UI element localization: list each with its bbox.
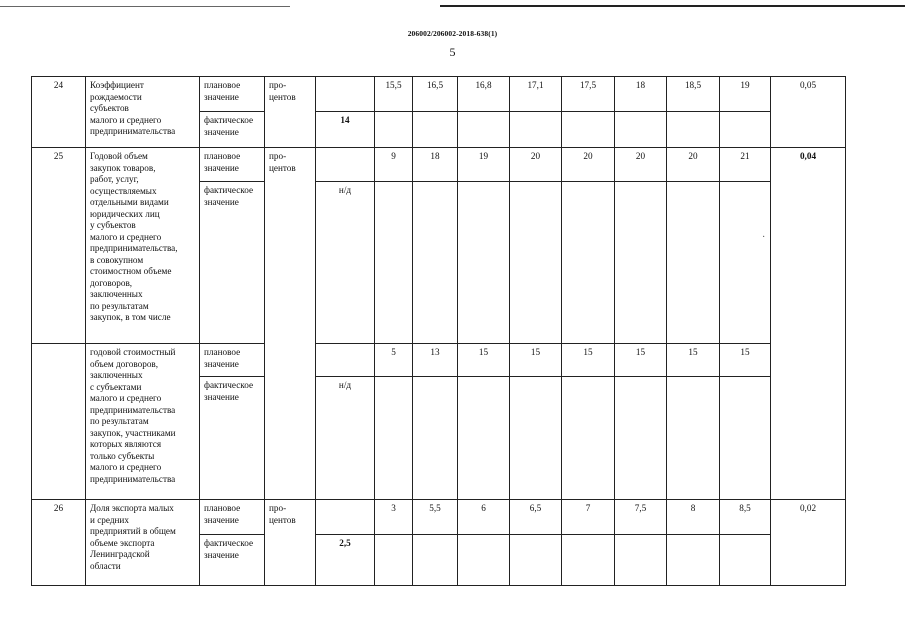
plan-value-6: 7,5 (615, 500, 667, 535)
plan-base (316, 344, 375, 377)
fact-cell (510, 535, 562, 586)
fact-cell (720, 377, 771, 500)
plan-base (316, 77, 375, 112)
plan-value-1: 15,5 (375, 77, 413, 112)
plan-value-4: 6,5 (510, 500, 562, 535)
plan-value-2: 5,5 (413, 500, 458, 535)
indicators-table (31, 76, 846, 586)
document-id: 206002/206002-2018-638(1) (407, 29, 498, 38)
fact-cell (413, 182, 458, 344)
plan-value-6: 15 (615, 344, 667, 377)
plan-value-7: 18,5 (667, 77, 720, 112)
fact-cell (458, 535, 510, 586)
fact-cell (458, 377, 510, 500)
fact-cell (510, 377, 562, 500)
indicator-name: Годовой объем закупок товаров, работ, услуг, осуществляемых отдельными видами юридических лиц у субъектов малого и среднего предпринимательства, в совокупном стоимостном объеме договоров, заключенных по результатам закупок, в том числе (86, 148, 200, 344)
plan-value-1: 3 (375, 500, 413, 535)
plan-value-5: 7 (562, 500, 615, 535)
fact-cell (615, 377, 667, 500)
plan-value-7: 15 (667, 344, 720, 377)
weight: 0,02 (771, 500, 846, 586)
plan-value-2: 18 (413, 148, 458, 182)
fact-label: фактическое значение (200, 182, 265, 344)
plan-value-1: 5 (375, 344, 413, 377)
plan-base (316, 500, 375, 535)
unit: про- центов (265, 500, 316, 586)
plan-value-8: 8,5 (720, 500, 771, 535)
plan-value-3: 16,8 (458, 77, 510, 112)
row-number: 24 (32, 77, 86, 148)
plan-value-3: 6 (458, 500, 510, 535)
fact-cell (720, 535, 771, 586)
fact-base: н/д (316, 377, 375, 500)
fact-cell (667, 377, 720, 500)
row-number: 25 (32, 148, 86, 344)
fact-cell (413, 535, 458, 586)
fact-label: фактическое значение (200, 377, 265, 500)
table-row (32, 500, 846, 535)
table-row (32, 148, 846, 182)
plan-value-4: 17,1 (510, 77, 562, 112)
fact-base: 2,5 (316, 535, 375, 586)
plan-value-3: 19 (458, 148, 510, 182)
plan-base (316, 148, 375, 182)
plan-value-8: 19 (720, 77, 771, 112)
unit: про- центов (265, 77, 316, 148)
fact-cell (562, 112, 615, 148)
plan-value-1: 9 (375, 148, 413, 182)
weight: 0,05 (771, 77, 846, 148)
plan-value-6: 18 (615, 77, 667, 112)
plan-value-5: 17,5 (562, 77, 615, 112)
page-number: 5 (449, 45, 456, 59)
plan-value-7: 8 (667, 500, 720, 535)
fact-cell (375, 112, 413, 148)
indicator-name: годовой стоимостный объем договоров, заключенных с субъектами малого и среднего предпринимательства по результатам закупок, участниками которых являются только субъекты малого и среднего предпринимательства (86, 344, 200, 500)
fact-base: 14 (316, 112, 375, 148)
plan-label: плановое значение (200, 77, 265, 112)
plan-label: плановое значение (200, 500, 265, 535)
plan-value-4: 15 (510, 344, 562, 377)
fact-cell (458, 112, 510, 148)
fact-cell (375, 377, 413, 500)
fact-cell (510, 182, 562, 344)
fact-cell (615, 535, 667, 586)
unit: про- центов (265, 148, 316, 500)
fact-cell (667, 182, 720, 344)
fact-cell (413, 112, 458, 148)
fact-cell (458, 182, 510, 344)
fact-cell (667, 112, 720, 148)
fact-cell (720, 112, 771, 148)
row-number (32, 344, 86, 500)
plan-value-5: 15 (562, 344, 615, 377)
fact-cell (615, 112, 667, 148)
row-number: 26 (32, 500, 86, 586)
fact-cell (510, 112, 562, 148)
top-rule-left (0, 6, 290, 7)
fact-cell (667, 535, 720, 586)
plan-value-2: 16,5 (413, 77, 458, 112)
fact-cell (375, 182, 413, 344)
table-row (32, 77, 846, 112)
plan-value-4: 20 (510, 148, 562, 182)
fact-cell (413, 377, 458, 500)
fact-cell (562, 377, 615, 500)
table-row (32, 344, 846, 377)
plan-value-3: 15 (458, 344, 510, 377)
fact-cell (615, 182, 667, 344)
plan-value-7: 20 (667, 148, 720, 182)
indicator-name: Коэффициент рождаемости субъектов малого и среднего предпринимательства (86, 77, 200, 148)
plan-value-2: 13 (413, 344, 458, 377)
plan-label: плановое значение (200, 148, 265, 182)
plan-value-6: 20 (615, 148, 667, 182)
plan-value-5: 20 (562, 148, 615, 182)
plan-value-8: 21 (720, 148, 771, 182)
fact-cell (375, 535, 413, 586)
fact-label: фактическое значение (200, 535, 265, 586)
plan-label: плановое значение (200, 344, 265, 377)
scan-speck: · (762, 232, 766, 243)
weight: 0,04 (771, 148, 846, 500)
fact-label: фактическое значение (200, 112, 265, 148)
fact-cell (562, 535, 615, 586)
fact-base: н/д (316, 182, 375, 344)
indicator-name: Доля экспорта малых и средних предприятий в общем объеме экспорта Ленинградской области (86, 500, 200, 586)
fact-cell (720, 182, 771, 344)
top-rule-right (440, 5, 905, 7)
plan-value-8: 15 (720, 344, 771, 377)
fact-cell (562, 182, 615, 344)
